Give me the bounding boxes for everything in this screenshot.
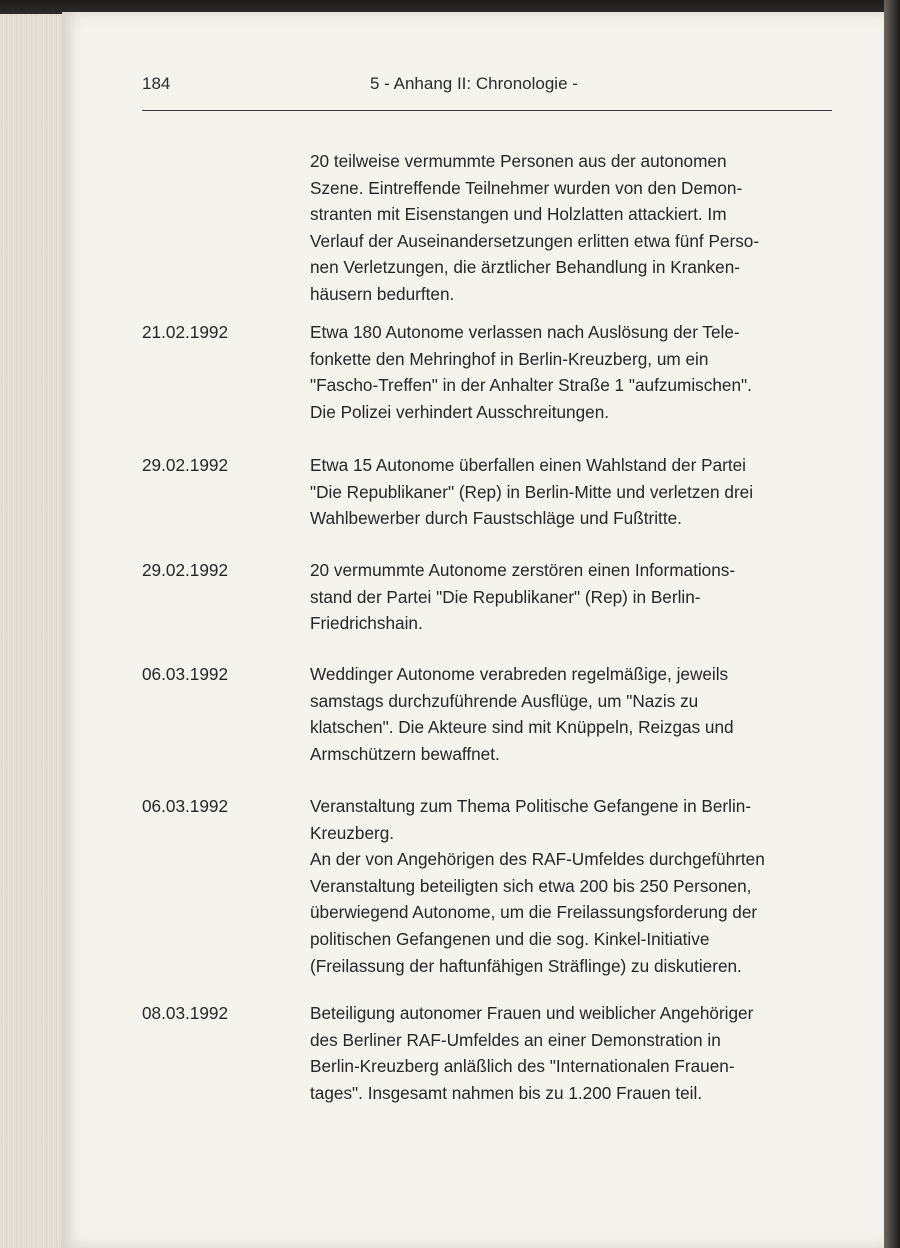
book-page-edges xyxy=(0,0,70,1248)
book-right-edge xyxy=(884,0,900,1248)
entry-text: Beteiligung autonomer Frauen und weiblicher Angehöriger des Berliner RAF-Umfeldes an einer Demonstration in Berlin-Kreuzberg anläßlich des "Internationalen Frauen- tages". Insgesamt nahmen bis zu 1.200 Frauen teil. xyxy=(310,1003,754,1103)
entry-text: Weddinger Autonome verabreden regelmäßige, jeweils samstags durchzuführende Ausflüge, um "Nazis zu klatschen". Die Akteure sind mit Knüppeln, Reizgas und Armschützern bewaffnet. xyxy=(310,664,734,764)
header-rule xyxy=(142,110,832,111)
entry-date: 29.02.1992 xyxy=(142,455,229,475)
book-page xyxy=(62,12,884,1248)
entry-date: 06.03.1992 xyxy=(142,664,229,684)
continuation-text: 20 teilweise vermummte Personen aus der autonomen Szene. Eintreffende Teilnehmer wurden von den Demon- stranten mit Eisenstangen und Holzlatten attackiert. Im Verlauf der Auseinandersetzungen erlitten etwa fünf Perso- nen Verletzungen, die ärztlicher Behandlung in Kranken- häusern bedurften. xyxy=(310,151,760,304)
entry-date: 06.03.1992 xyxy=(142,796,229,816)
entry-text: Veranstaltung zum Thema Politische Gefangene in Berlin- Kreuzberg. An der von Angehörigen des RAF-Umfeldes durchgeführten Veranstaltung beteiligten sich etwa 200 bis 250 Personen, überwiegend Autonome, um die Freilassungsforderung der politischen Gefangenen und die sog. Kinkel-Initiative (Freilassung der haftunfähigen Sträflinge) zu diskutieren. xyxy=(310,796,765,976)
entry-text: Etwa 15 Autonome überfallen einen Wahlstand der Partei "Die Republikaner" (Rep) in Berlin-Mitte und verletzen drei Wahlbewerber durch Faustschläge und Fußtritte. xyxy=(310,455,754,529)
running-title: 5 - Anhang II: Chronologie - xyxy=(370,74,578,93)
entry-text: 20 vermummte Autonome zerstören einen Informations- stand der Partei "Die Republikaner" (Rep) in Berlin- Friedrichshain. xyxy=(310,560,736,634)
entry-date: 21.02.1992 xyxy=(142,322,229,342)
entry-date: 08.03.1992 xyxy=(142,1003,229,1023)
entry-date: 29.02.1992 xyxy=(142,560,229,580)
page-number: 184 xyxy=(142,74,171,93)
entry-text: Etwa 180 Autonome verlassen nach Auslösung der Tele- fonkette den Mehringhof in Berlin-Kreuzberg, um ein "Fascho-Treffen" in der Anhalter Straße 1 "aufzumischen". Die Polizei verhindert Ausschreitungen. xyxy=(310,322,752,422)
page-header xyxy=(62,74,884,104)
